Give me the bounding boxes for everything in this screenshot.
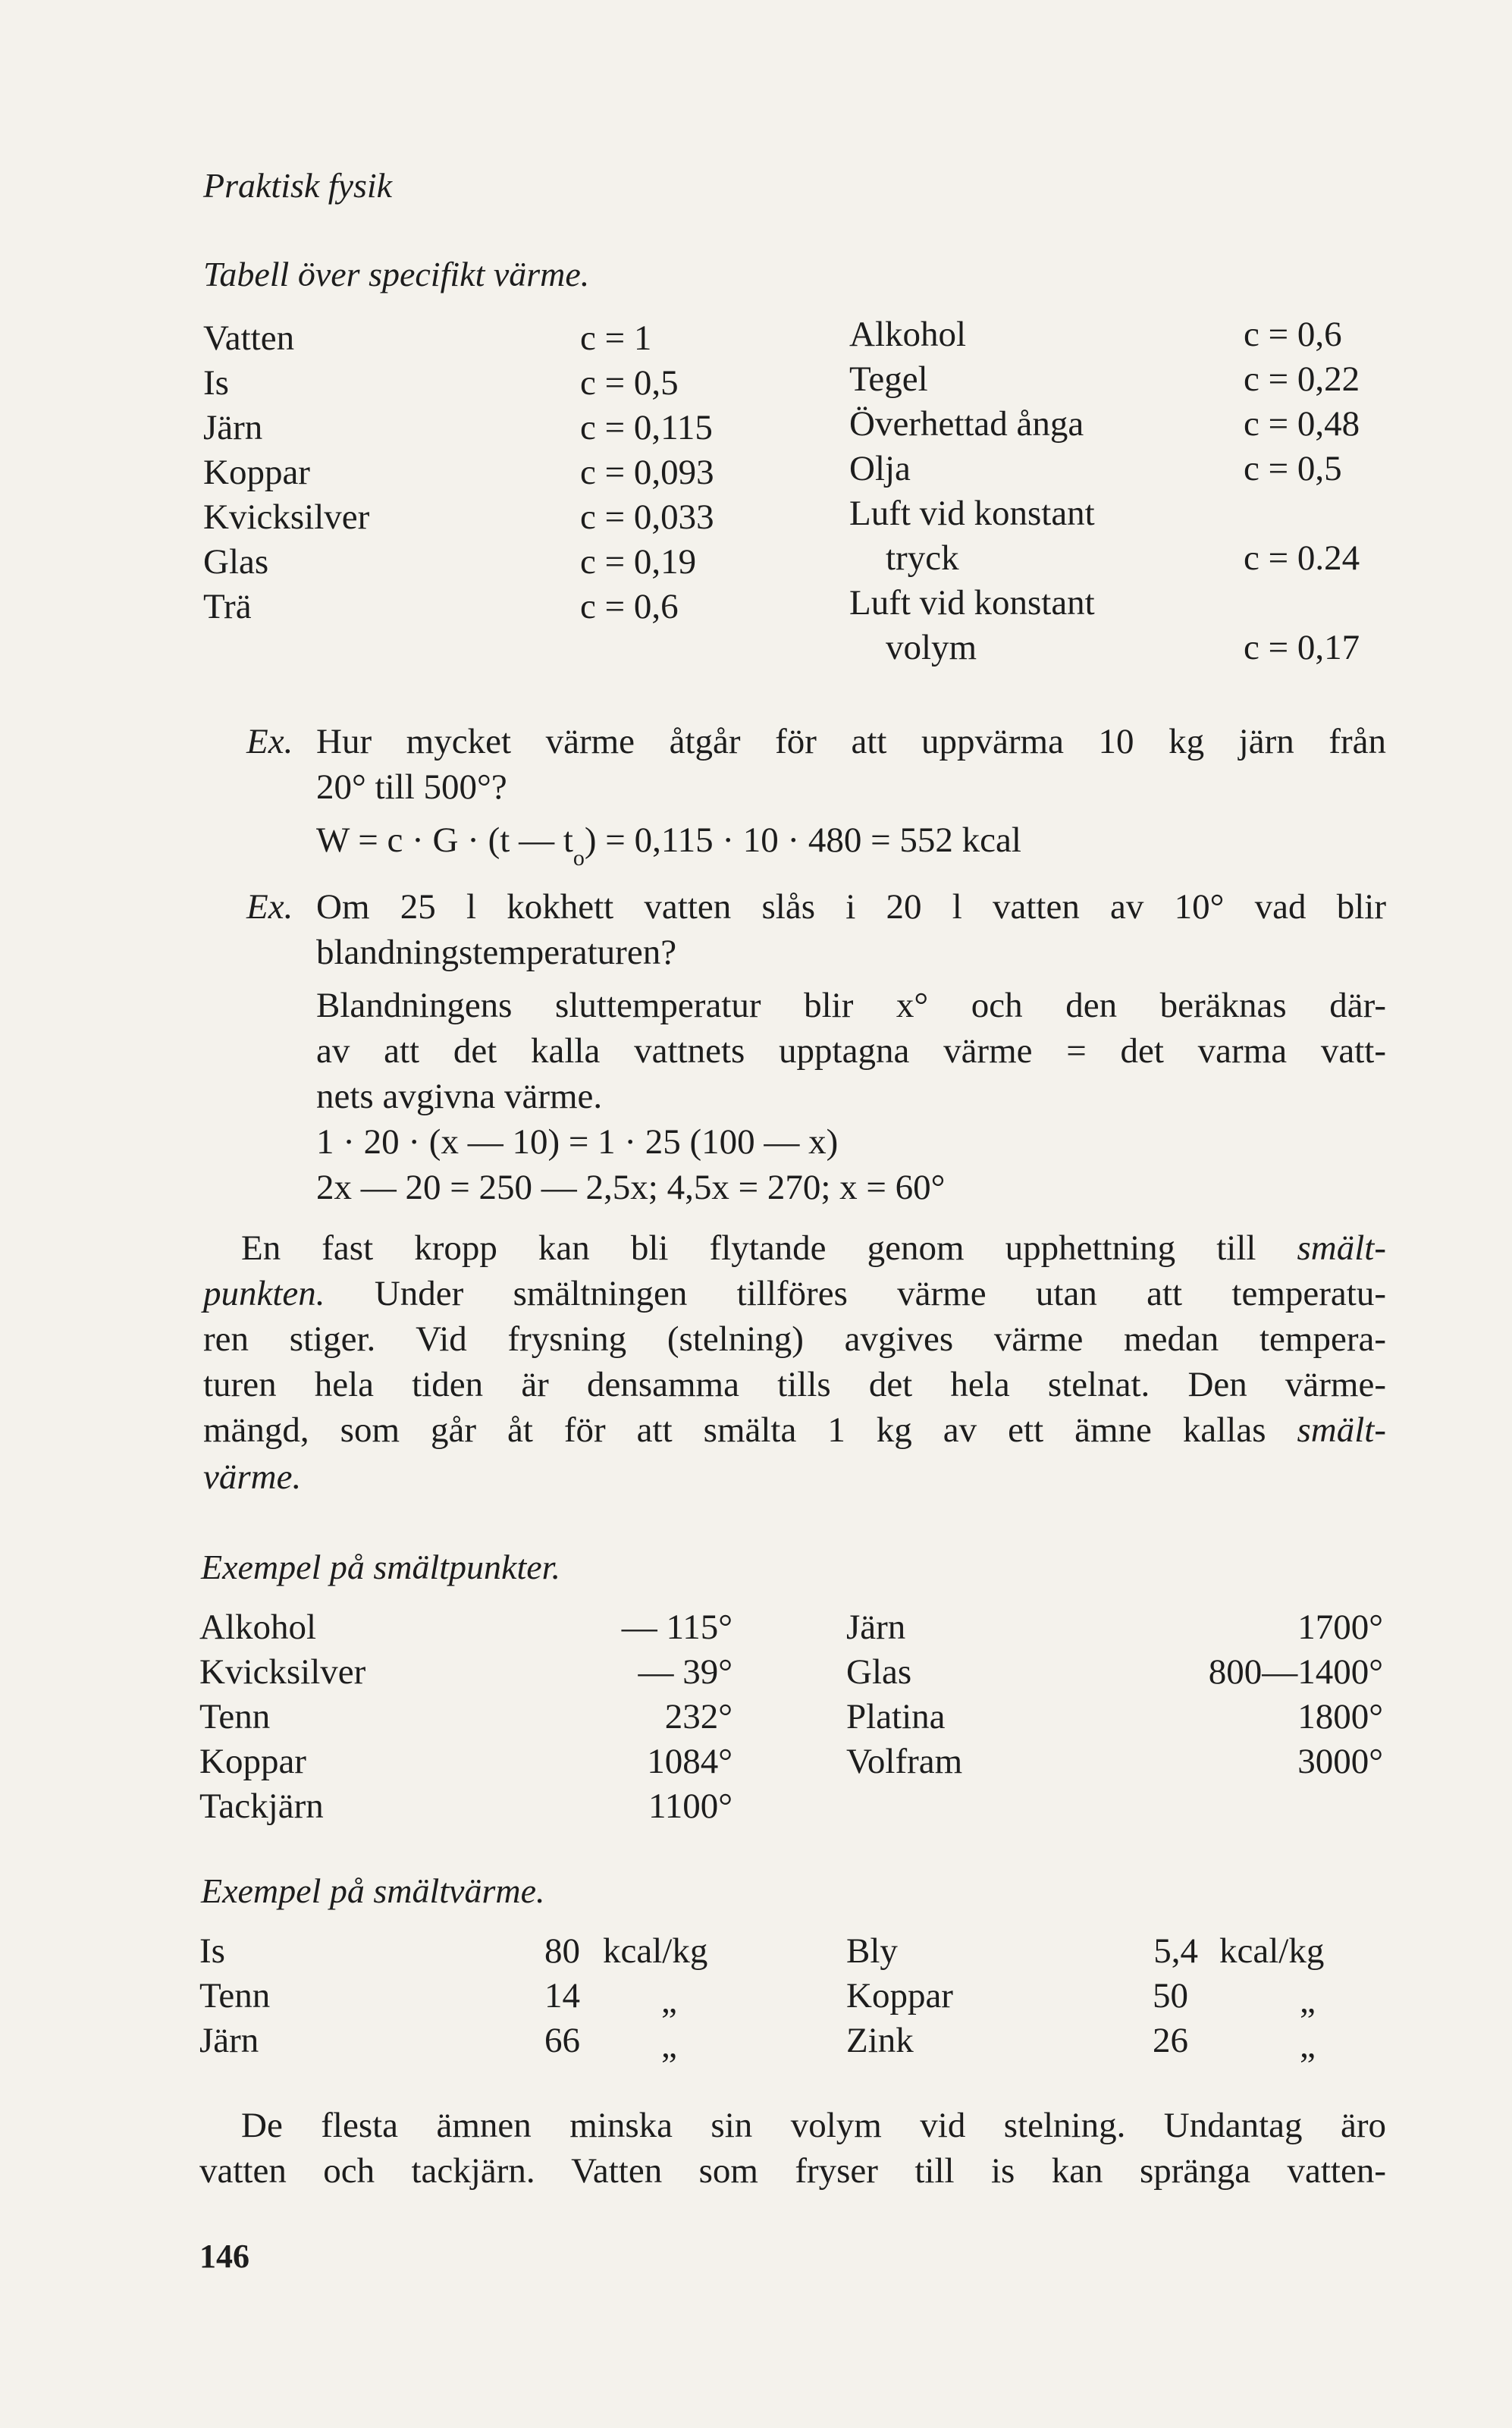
table-row-name: Koppar [203,453,310,492]
table-row-value: c = 0,5 [1244,449,1342,488]
paragraph-line: De flesta ämnen minska sin volym vid stelning. Undantag äro [241,2106,1386,2145]
table-row-unit: „ [1300,2026,1316,2066]
equation: 2x — 20 = 250 — 2,5x; 4,5x = 270; x = 60° [316,1168,946,1207]
paragraph-line: värme. [203,1457,302,1497]
table-row-name: Is [199,1931,225,1971]
table-row-name: Tackjärn [199,1786,324,1826]
table-row-value: 66 [544,2021,580,2060]
example-question-cont: 20° till 500°? [316,767,507,807]
table-row-value: c = 1 [580,318,652,358]
emphasis-term: smält- [1297,1228,1386,1268]
table-row-value: c = 0,48 [1244,404,1360,444]
paragraph-line: turen hela tiden är densamma tills det hela stelnat. Den värme- [203,1365,1386,1404]
table-row-unit: „ [661,1981,677,2021]
table-row-value: c = 0,6 [1244,315,1342,354]
table-row-name: Is [203,363,229,403]
table-row-value: 1700° [1297,1608,1383,1647]
page-number: 146 [199,2238,249,2275]
table-row-unit: kcal/kg [603,1931,708,1971]
table-row-value: 80 [544,1931,580,1971]
text-span: Under smältningen tillföres värme utan att temperatu- [325,1274,1386,1313]
text-span: En fast kropp kan bli flytande genom upphettning till [241,1228,1297,1268]
table-row-value: — 115° [621,1608,732,1647]
paragraph-line [203,1410,1386,1450]
table-row-value: 5,4 [1153,1931,1198,1971]
example-label: Ex. [246,722,293,761]
heat-of-fusion-caption: Exempel på smältvärme. [201,1871,545,1910]
table-row-name: Platina [846,1697,946,1736]
table-row-name: Glas [203,542,269,582]
table-row-name: Kvicksilver [203,497,370,537]
formula-subscript: o [572,845,585,871]
table-row-name: Tegel [849,359,928,399]
table-row-name: Luft vid konstant [849,583,1095,623]
table-row-value: 1084° [647,1742,732,1781]
table-row-name: Tenn [199,1976,271,2015]
example-question: Hur mycket värme åtgår för att uppvärma 10 kg järn från [316,722,1386,761]
table-row-name: Järn [203,408,263,447]
melting-points-caption: Exempel på smältpunkter. [201,1548,560,1586]
table-row-name: Alkohol [849,315,967,354]
example-question-cont: blandningstemperaturen? [316,933,677,972]
table-row-name: Järn [846,1608,906,1647]
table-row-value: 3000° [1297,1742,1383,1781]
paragraph-line [241,1228,1386,1268]
paragraph-line: vatten och tackjärn. Vatten som fryser till is kan spränga vatten- [199,2151,1386,2191]
table-row-name: Koppar [846,1976,953,2015]
solution-text: Blandningens sluttemperatur blir x° och den beräknas där- [316,986,1386,1025]
formula-part: ) = 0,115 · 10 · 480 = 552 kcal [584,820,1021,860]
table-row-value: 1800° [1297,1697,1383,1736]
table-row-name: Överhettad ånga [849,404,1084,444]
table-row-unit: „ [661,2026,677,2066]
table-row-value: c = 0,6 [580,587,679,626]
table-row-value: c = 0,115 [580,408,713,447]
equation: 1 · 20 · (x — 10) = 1 · 25 (100 — x) [316,1122,839,1162]
table-row-value: 14 [544,1976,580,2015]
table-row-name: Koppar [199,1742,306,1781]
table-row-name: Alkohol [199,1608,317,1647]
emphasis-term: punkten. [203,1274,325,1313]
table-row-name: Järn [199,2021,259,2060]
table-row-name: Olja [849,449,911,488]
table-row-name: Vatten [203,318,295,358]
emphasis-term: smält- [1297,1410,1386,1450]
table-row-value: c = 0,093 [580,453,714,492]
paragraph-line [203,1276,1386,1312]
table-row-unit: „ [1300,1981,1316,2021]
table-row-name: Tenn [199,1697,271,1736]
table-row-name: Trä [203,587,252,626]
paragraph-line: ren stiger. Vid frysning (stelning) avgives värme medan tempera- [203,1319,1386,1359]
table-row-value: c = 0,5 [580,363,679,403]
formula-part: W = c · G · (t — t [316,820,573,860]
specific-heat-caption: Tabell över specifikt värme. [203,255,590,293]
table-row-value: c = 0.24 [1244,538,1360,578]
table-row-value: 232° [664,1697,732,1736]
solution-text: av att det kalla vattnets upptagna värme = det varma vatt- [316,1031,1386,1071]
text-span: mängd, som går åt för att smälta 1 kg av ett ämne kallas [203,1410,1297,1450]
example-label: Ex. [246,887,293,927]
table-row-value: — 39° [638,1652,732,1692]
table-row-name: Zink [846,2021,914,2060]
table-row-name: tryck [886,538,959,578]
table-row-value: c = 0,19 [580,542,697,582]
table-row-value: c = 0,22 [1244,359,1360,399]
table-row-value: 26 [1153,2021,1188,2060]
solution-text: nets avgivna värme. [316,1077,603,1116]
table-row-name: Volfram [846,1742,963,1781]
example-formula [316,820,1021,871]
table-row-name: Kvicksilver [199,1652,366,1692]
table-row-unit: kcal/kg [1219,1931,1325,1971]
table-row-value: 1100° [648,1786,732,1826]
table-row-name: Bly [846,1931,898,1971]
example-question: Om 25 l kokhett vatten slås i 20 l vatten av 10° vad blir [316,887,1386,927]
table-row-name: Glas [846,1652,912,1692]
table-row-name: volym [886,628,977,667]
table-row-value: c = 0,033 [580,497,714,537]
table-row-value: 50 [1153,1976,1188,2015]
table-row-name: Luft vid konstant [849,494,1095,533]
running-title: Praktisk fysik [203,166,393,205]
table-row-value: 800—1400° [1208,1652,1383,1692]
table-row-value: c = 0,17 [1244,628,1360,667]
